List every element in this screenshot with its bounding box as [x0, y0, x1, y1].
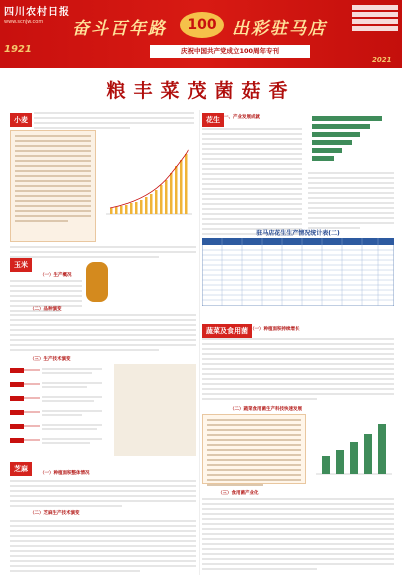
corn-subhead-2: （二）品种演变: [30, 307, 62, 312]
section-tag-sesame: 芝麻: [10, 462, 32, 476]
section-tag-wheat: 小麦: [10, 113, 32, 127]
corn-variety-text: [10, 314, 196, 351]
veg-bar-chart: [312, 412, 394, 480]
sesame-body-text: [10, 480, 196, 507]
peanut-side-text: [308, 172, 394, 229]
sesame-subhead-2: （二）芝麻生产技术演变: [30, 511, 80, 516]
veg-subhead-1: （一）种植面积持续增长: [250, 327, 300, 332]
corn-photo: [114, 364, 196, 456]
wheat-intro-text: [34, 112, 194, 129]
page-title: 粮丰菜茂菌菇香: [106, 80, 296, 102]
veg-highlight-box: [202, 414, 306, 484]
paper-name: 四川农村日报: [4, 7, 70, 18]
wheat-body-text: [10, 246, 196, 258]
sesame-tech-text: [10, 520, 196, 572]
veg-body-text: [202, 338, 394, 400]
special-edition-subtitle: 庆祝中国共产党成立100周年专刊: [150, 45, 310, 58]
veg-industry-text: [202, 498, 394, 570]
edition-meta: [352, 5, 398, 31]
peanut-stats-table: [202, 238, 394, 306]
peanut-subhead-1: 一、产业发展成就: [224, 115, 260, 120]
paper-url: www.scnjw.com: [4, 19, 44, 25]
slogan-left: 奋斗百年路: [72, 19, 167, 39]
corn-subhead-1: （一）生产概况: [40, 273, 72, 278]
year-left: 1921: [4, 44, 32, 55]
column-divider: [199, 110, 200, 575]
slogan-right: 出彩驻马店: [232, 19, 327, 39]
veg-subhead-2: （二）蔬菜食用菌生产科技快速发展: [230, 407, 302, 412]
corn-subhead-3: （三）生产技术演变: [30, 357, 71, 362]
peanut-bar-chart: [308, 112, 394, 168]
corn-icon: [86, 262, 108, 302]
wheat-text-box: [10, 130, 96, 242]
section-tag-corn: 玉米: [10, 258, 32, 272]
table-title: 驻马店花生生产情况统计表(二): [256, 230, 340, 237]
veg-subhead-3: （三）食用菌产业化: [218, 491, 259, 496]
centenary-badge: 100: [180, 12, 224, 38]
year-right: 2021: [372, 56, 392, 64]
section-tag-peanut: 花生: [202, 113, 224, 127]
sesame-subhead-1: （一）种植面积整体情况: [40, 471, 90, 476]
wheat-growth-chart: [100, 130, 196, 222]
corn-tech-timeline: [10, 364, 110, 456]
section-tag-veg: 蔬菜及食用菌: [202, 324, 252, 338]
